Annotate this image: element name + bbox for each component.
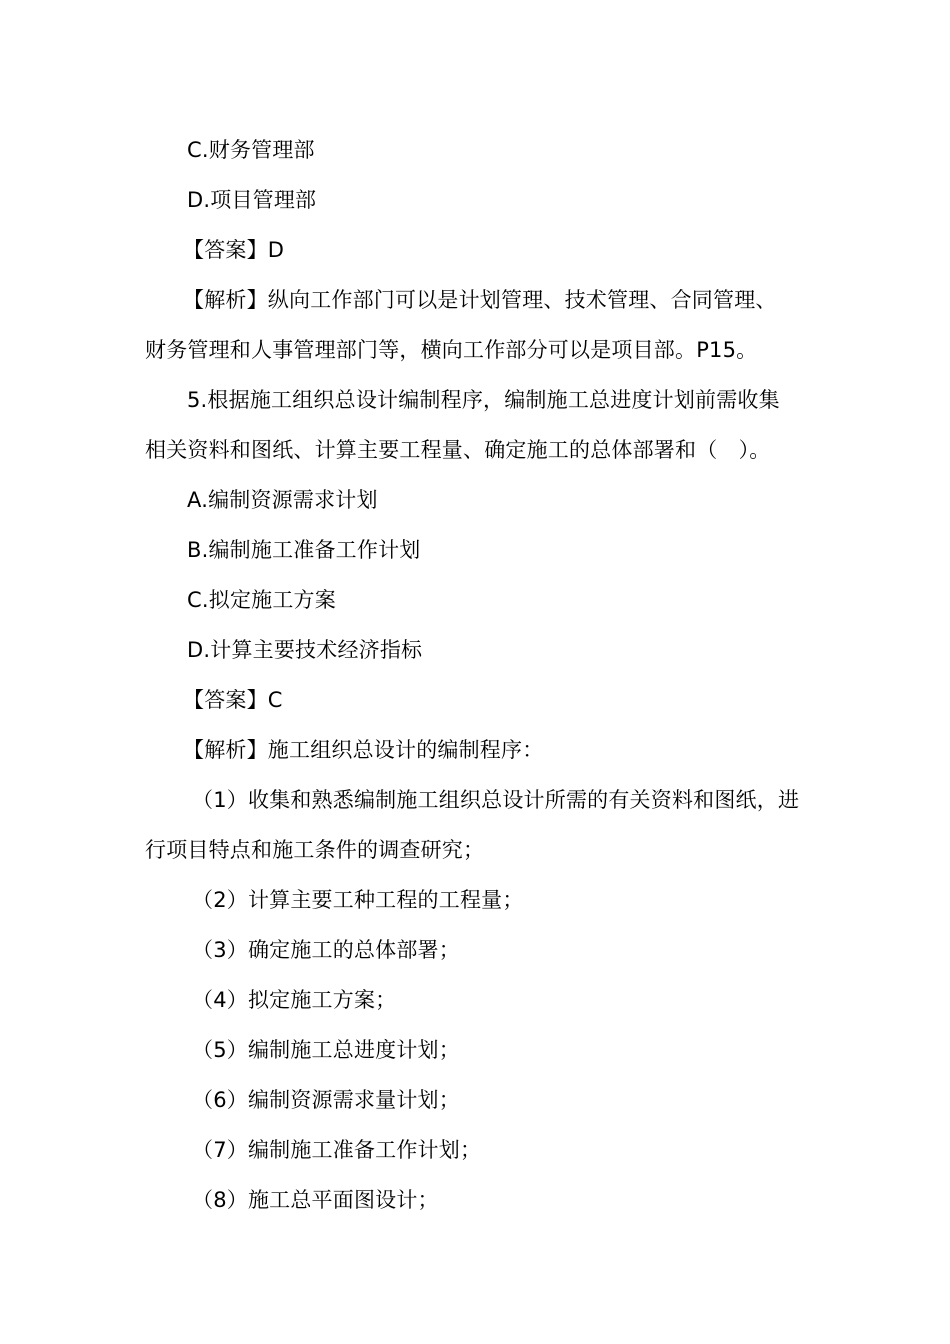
analysis-q5-heading: 【解析】施工组织总设计的编制程序： <box>183 738 544 762</box>
step-2: （2）计算主要工种工程的工程量； <box>192 888 524 912</box>
step-6: （6）编制资源需求量计划； <box>192 1088 460 1112</box>
question-5-line1: 5.根据施工组织总设计编制程序，编制施工总进度计划前需收集 <box>187 388 780 412</box>
step-3: （3）确定施工的总体部署； <box>192 938 460 962</box>
step-1-line1: （1）收集和熟悉编制施工组织总设计所需的有关资料和图纸，进 <box>192 788 800 812</box>
question-5-line2: 相关资料和图纸、计算主要工程量、确定施工的总体部署和（ ）。 <box>145 438 771 462</box>
step-1-line2: 行项目特点和施工条件的调查研究； <box>145 838 485 862</box>
analysis-q4-line2: 财务管理和人事管理部门等，横向工作部分可以是项目部。P15。 <box>145 338 758 362</box>
step-8: （8）施工总平面图设计； <box>192 1188 439 1212</box>
step-5: （5）编制施工总进度计划； <box>192 1038 460 1062</box>
option-c: C.拟定施工方案 <box>187 588 336 612</box>
option-d-project: D.项目管理部 <box>187 188 317 212</box>
option-b: B.编制施工准备工作计划 <box>187 538 421 562</box>
option-a: A.编制资源需求计划 <box>187 488 378 512</box>
answer-q5: 【答案】C <box>183 688 283 712</box>
answer-q4: 【答案】D <box>183 238 285 262</box>
step-4: （4）拟定施工方案； <box>192 988 397 1012</box>
analysis-q4-line1: 【解析】纵向工作部门可以是计划管理、技术管理、合同管理、 <box>183 288 777 312</box>
step-7: （7）编制施工准备工作计划； <box>192 1138 482 1162</box>
option-c-finance: C.财务管理部 <box>187 138 315 162</box>
option-d: D.计算主要技术经济指标 <box>187 638 423 662</box>
